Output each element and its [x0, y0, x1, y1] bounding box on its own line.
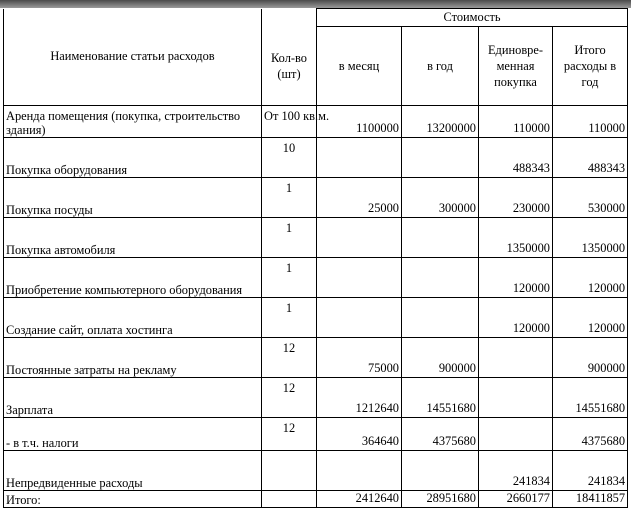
- row-total: 488343: [553, 138, 628, 178]
- header-total-year: Итого расходы в год: [553, 27, 628, 106]
- row-qty: 1: [262, 298, 317, 338]
- row-total: 530000: [553, 178, 628, 218]
- row-one-time: 1350000: [479, 218, 553, 258]
- header-item-name: Наименование статьи расходов: [4, 9, 262, 106]
- header-qty-spacer: [262, 9, 317, 27]
- row-total: 241834: [553, 451, 628, 491]
- row-per-month: 1100000: [317, 106, 402, 138]
- row-per-year: [402, 451, 479, 491]
- row-per-year: 13200000: [402, 106, 479, 138]
- row-name: Аренда помещения (покупка, строительство здания): [4, 106, 262, 138]
- table-row: [4, 298, 628, 338]
- row-qty: От 100 кв.м.: [262, 106, 317, 138]
- row-one-time: 230000: [479, 178, 553, 218]
- table-row: [4, 178, 628, 218]
- row-qty: 1: [262, 178, 317, 218]
- row-per-month: 25000: [317, 178, 402, 218]
- table-row: [4, 378, 628, 418]
- table-row: [4, 138, 628, 178]
- row-one-time: [479, 378, 553, 418]
- totals-row: [4, 491, 628, 508]
- table-row: [4, 218, 628, 258]
- row-per-month: 1212640: [317, 378, 402, 418]
- row-per-year: 14551680: [402, 378, 479, 418]
- row-total: 14551680: [553, 378, 628, 418]
- row-per-year: [402, 258, 479, 298]
- header-cost-group: Стоимость: [317, 9, 628, 27]
- row-name: Создание сайт, оплата хостинга: [4, 298, 262, 338]
- row-name: Покупка оборудования: [4, 138, 262, 178]
- row-per-month: [317, 298, 402, 338]
- row-per-year: 4375680: [402, 418, 479, 451]
- row-total: 4375680: [553, 418, 628, 451]
- row-per-month: 364640: [317, 418, 402, 451]
- window-top-band: [0, 0, 631, 8]
- row-per-year: 28951680: [402, 491, 479, 508]
- row-total: 120000: [553, 298, 628, 338]
- row-per-year: [402, 138, 479, 178]
- row-per-month: 2412640: [317, 491, 402, 508]
- header-per-month: в месяц: [317, 27, 402, 106]
- table-row: [4, 418, 628, 451]
- row-one-time: 241834: [479, 451, 553, 491]
- row-total: 1350000: [553, 218, 628, 258]
- header-quantity: Кол-во (шт): [262, 27, 317, 106]
- row-name: Покупка автомобиля: [4, 218, 262, 258]
- document-page: [0, 8, 631, 529]
- row-one-time: [479, 338, 553, 378]
- header-row-1: [4, 9, 628, 27]
- table-row: [4, 451, 628, 491]
- row-per-month: [317, 258, 402, 298]
- row-name: Непредвиденные расходы: [4, 451, 262, 491]
- row-name: Приобретение компьютерного оборудования: [4, 258, 262, 298]
- row-qty: [262, 451, 317, 491]
- row-per-year: 900000: [402, 338, 479, 378]
- row-per-month: [317, 138, 402, 178]
- row-total: 120000: [553, 258, 628, 298]
- row-total: 110000: [553, 106, 628, 138]
- row-name: - в т.ч. налоги: [4, 418, 262, 451]
- row-one-time: 488343: [479, 138, 553, 178]
- header-one-time: Единовре-менная покупка: [479, 27, 553, 106]
- row-one-time: 110000: [479, 106, 553, 138]
- row-qty: 10: [262, 138, 317, 178]
- row-per-year: [402, 298, 479, 338]
- row-qty: 12: [262, 338, 317, 378]
- row-name: Зарплата: [4, 378, 262, 418]
- row-per-month: [317, 451, 402, 491]
- row-one-time: [479, 418, 553, 451]
- row-name: Покупка посуды: [4, 178, 262, 218]
- row-per-month: 75000: [317, 338, 402, 378]
- row-per-year: [402, 218, 479, 258]
- row-qty: 12: [262, 378, 317, 418]
- row-per-year: 300000: [402, 178, 479, 218]
- row-per-month: [317, 218, 402, 258]
- table-row: [4, 338, 628, 378]
- row-qty: 1: [262, 258, 317, 298]
- row-name: Итого:: [4, 491, 262, 508]
- row-qty: [262, 491, 317, 508]
- row-one-time: 120000: [479, 298, 553, 338]
- row-one-time: 120000: [479, 258, 553, 298]
- row-total: 18411857: [553, 491, 628, 508]
- row-total: 900000: [553, 338, 628, 378]
- row-qty: 1: [262, 218, 317, 258]
- table-row: [4, 258, 628, 298]
- row-qty: 12: [262, 418, 317, 451]
- expenses-table: [3, 8, 628, 508]
- header-per-year: в год: [402, 27, 479, 106]
- table-row: [4, 106, 628, 138]
- row-one-time: 2660177: [479, 491, 553, 508]
- row-name: Постоянные затраты на рекламу: [4, 338, 262, 378]
